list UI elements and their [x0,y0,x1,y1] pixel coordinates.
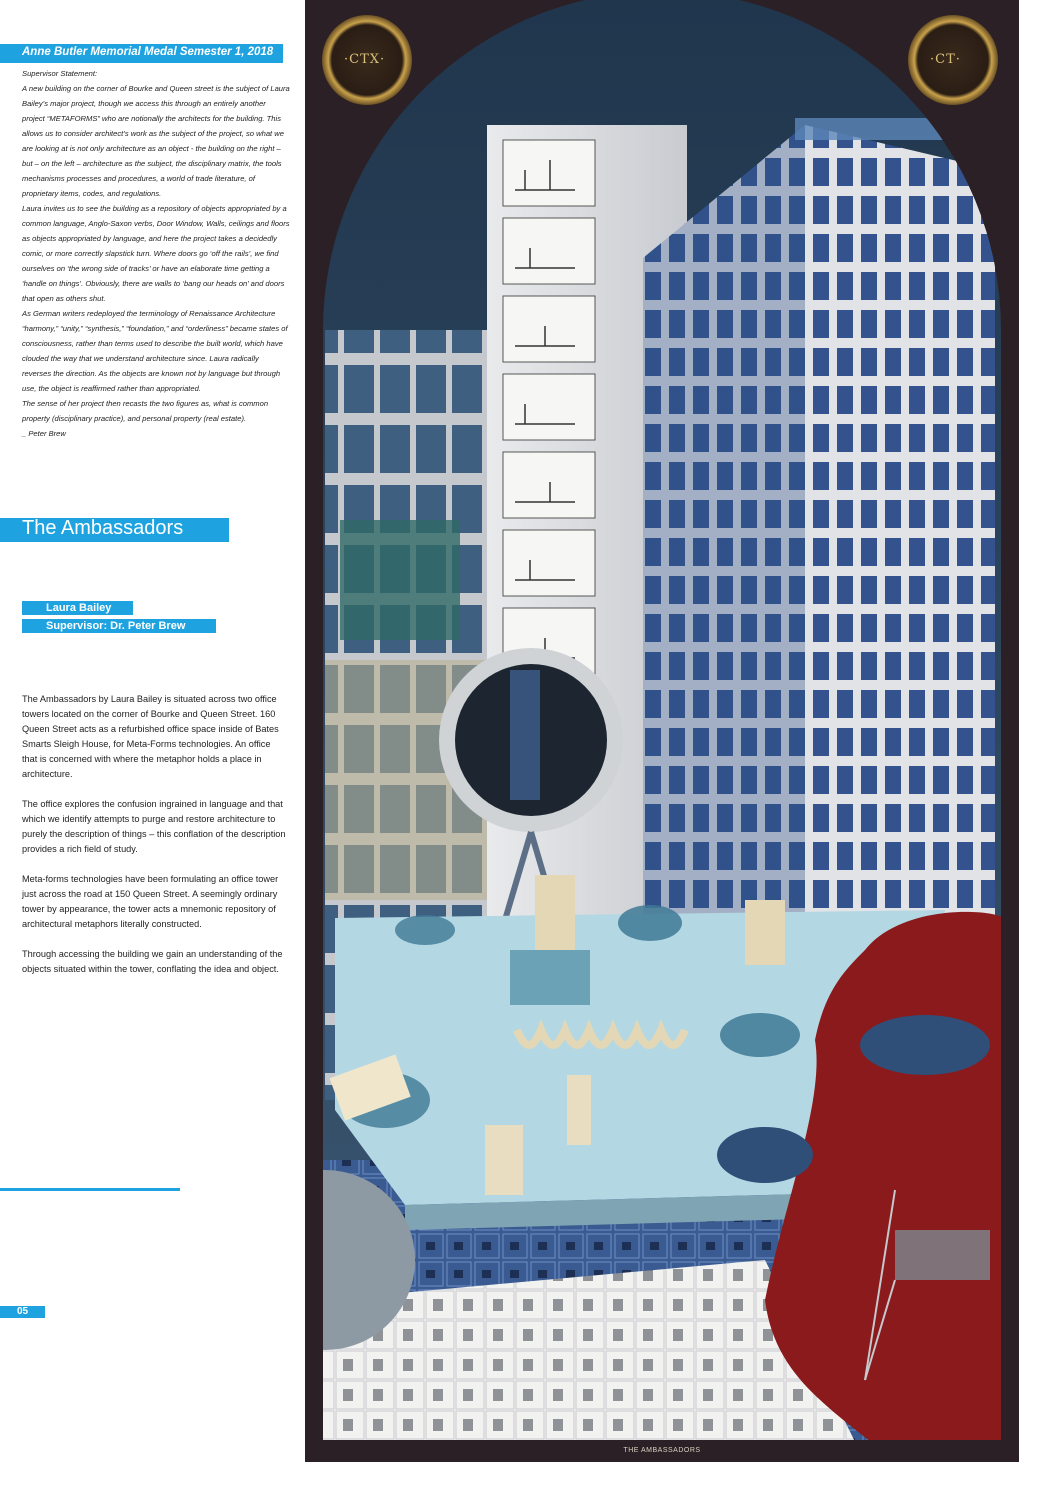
text-column [0,0,305,1489]
statement-heading: Supervisor Statement: [22,69,98,78]
description-paragraph: Meta-forms technologies have been formulating an office tower just across the road at 150 Queen Street. A seemingly ordinary tower by appearance, the tower acts a mnemonic repository of architectural metaphors literally constructed. [22,874,279,929]
description-paragraph: Through accessing the building we gain an understanding of the objects situated within the tower, conflating the idea and object. [22,949,283,974]
display-case [895,1230,990,1280]
statement-paragraph: As German writers redeployed the terminology of Renaissance Architecture “harmony,” “unity,” “synthesis,” “foundation,” and “orderliness” became states of consciousness, rather than terms used to describe the built world, which have clouded the way that we understand architecture since. Laura radically reverses the direction. As the objects are known not by language but through use, the object is reaffirmed rather than appropriated. [22,309,288,393]
medal-title: Anne Butler Memorial Medal Semester 1, 2018 [22,46,274,58]
description-paragraph: The Ambassadors by Laura Bailey is situated across two office towers located on the corner of Bourke and Queen Street. 160 Queen Street acts as a refurbished office space inside of Bates Smarts Sleigh House, for Meta-Forms technologies. An office that is concerned with where the metaphor holds a place in architecture. [22,694,279,779]
project-title: The Ambassadors [22,517,184,539]
supervisor-name: Supervisor: Dr. Peter Brew [46,620,186,632]
statement-signature: _ Peter Brew [22,429,66,438]
scene [305,0,1019,1462]
artwork-caption: THE AMBASSADORS [623,1447,701,1454]
project-description [22,692,288,992]
statement-paragraph: The sense of her project then recasts the two figures as, what is common property (disciplinary practice), and personal property (real estate). [22,399,269,423]
medal-right-inscription: ·CT· [930,52,961,67]
medal-left-inscription: ·CTX· [344,52,386,67]
description-paragraph: The office explores the confusion ingrained in language and that which we identify attempts to purge and restore architecture to purely the description of things – this conflation of the description provides a rich field of study. [22,799,286,854]
author-name: Laura Bailey [46,602,112,614]
artwork-illustration [305,0,1019,1462]
page-number: 05 [17,1306,29,1317]
statement-paragraph: Laura invites us to see the building as a repository of objects appropriated by a common language, Anglo-Saxon verbs, Door Window, Walls, ceilings and floors as objects appropriated by language, and here the project takes a decidedly comic, or more correctly slapstick turn. Where doors go ‘off the rails’, we find ourselves on ‘the wrong side of tracks’ or have an elaborate time getting a ‘handle on things’. Obviously, there are walls to ‘bang our heads on’ and doors that open as others shut. [22,204,290,303]
divider-rule [0,1188,180,1191]
statement-paragraph: A new building on the corner of Bourke and Queen street is the subject of Laura Bailey’s major project, though we access this through an entirely another project “METAFORMS” who are notionally the architects for the building. This allows us to consider architect’s work as the subject of the project, so what we are looking at is not only architecture as an object - the building on the right – but – on the left – architecture as the subject, the disciplinary matrix, the tools mechanisms processes and procedures, a world of trade literature, of proprietary items, codes, and regulations. [22,84,290,198]
drawing-panels [503,140,595,674]
artwork-render [305,0,1019,1462]
supervisor-statement [22,66,290,441]
